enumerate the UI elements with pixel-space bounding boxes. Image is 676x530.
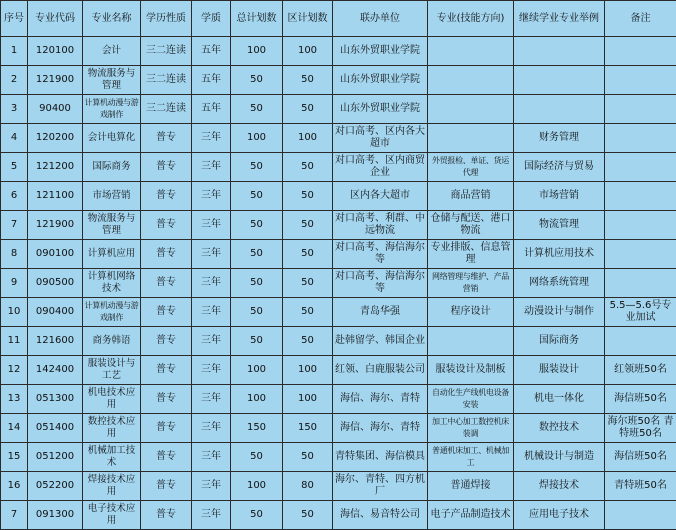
- table-header: [1, 1, 676, 37]
- cell-major-name: 服装设计与工艺: [83, 356, 141, 385]
- cell-education-type: 普专: [141, 385, 192, 414]
- cell-skill-direction: 普通焊接: [428, 472, 514, 501]
- cell-further-study-example: 应用电子技术: [514, 501, 605, 530]
- cell-district-plan: 50: [283, 240, 333, 269]
- cell-serial-no: 1: [1, 37, 28, 66]
- cell-district-plan: 50: [283, 182, 333, 211]
- header-remarks: 备注: [605, 1, 676, 37]
- cell-serial-no: 10: [1, 298, 28, 327]
- cell-further-study-example: 物流管理: [514, 211, 605, 240]
- cell-total-plan: 50: [231, 327, 283, 356]
- cell-further-study-example: [514, 95, 605, 124]
- cell-remarks: [605, 153, 676, 182]
- cell-partner-unit: 区内各大超市: [333, 182, 428, 211]
- table-row: [1, 66, 676, 95]
- cell-education-type: 普专: [141, 443, 192, 472]
- cell-further-study-example: 网络系统管理: [514, 269, 605, 298]
- cell-education-type: 普专: [141, 356, 192, 385]
- cell-total-plan: 50: [231, 182, 283, 211]
- cell-total-plan: 50: [231, 298, 283, 327]
- cell-major-code: 090400: [28, 298, 83, 327]
- cell-partner-unit: 山东外贸职业学院: [333, 66, 428, 95]
- cell-major-name: 会计: [83, 37, 141, 66]
- cell-district-plan: 100: [283, 37, 333, 66]
- table-row: [1, 298, 676, 327]
- cell-skill-direction: 服装设计及制板: [428, 356, 514, 385]
- cell-partner-unit: 对口高考、利群、中远物流: [333, 211, 428, 240]
- cell-skill-direction: 加工中心加工数控机床装调: [428, 414, 514, 443]
- cell-duration: 三年: [192, 472, 231, 501]
- table-row: [1, 443, 676, 472]
- cell-education-type: 普专: [141, 211, 192, 240]
- cell-serial-no: 2: [1, 66, 28, 95]
- table-row: [1, 385, 676, 414]
- cell-district-plan: 50: [283, 95, 333, 124]
- cell-duration: 三年: [192, 327, 231, 356]
- cell-partner-unit: 海信、海尔、青特: [333, 414, 428, 443]
- cell-further-study-example: 市场营销: [514, 182, 605, 211]
- header-row: [1, 1, 676, 37]
- cell-remarks: 5.5—5.6号专业加试: [605, 298, 676, 327]
- cell-major-code: 051400: [28, 414, 83, 443]
- cell-serial-no: 16: [1, 472, 28, 501]
- cell-district-plan: 50: [283, 443, 333, 472]
- cell-education-type: 普专: [141, 240, 192, 269]
- cell-duration: 三年: [192, 269, 231, 298]
- cell-duration: 三年: [192, 153, 231, 182]
- cell-major-name: 机电技术应用: [83, 385, 141, 414]
- cell-serial-no: 8: [1, 240, 28, 269]
- cell-major-code: 142400: [28, 356, 83, 385]
- cell-major-code: 052200: [28, 472, 83, 501]
- cell-remarks: [605, 211, 676, 240]
- cell-further-study-example: 机械设计与制造: [514, 443, 605, 472]
- table-row: [1, 269, 676, 298]
- cell-serial-no: 5: [1, 153, 28, 182]
- cell-further-study-example: 焊接技术: [514, 472, 605, 501]
- cell-further-study-example: 财务管理: [514, 124, 605, 153]
- cell-education-type: 普专: [141, 414, 192, 443]
- header-total-plan: 总计划数: [231, 1, 283, 37]
- table-row: [1, 472, 676, 501]
- cell-major-name: 电子技术应用: [83, 501, 141, 530]
- cell-education-type: 普专: [141, 182, 192, 211]
- cell-partner-unit: 对口高考、海信海尔等: [333, 269, 428, 298]
- cell-duration: 三年: [192, 501, 231, 530]
- header-duration: 学质: [192, 1, 231, 37]
- header-further-study-example: 继续学业专业举例: [514, 1, 605, 37]
- cell-skill-direction: [428, 95, 514, 124]
- cell-serial-no: 15: [1, 443, 28, 472]
- cell-remarks: [605, 240, 676, 269]
- header-skill-direction: 专业(技能方向): [428, 1, 514, 37]
- table-body: [1, 37, 676, 530]
- table-row: [1, 414, 676, 443]
- cell-total-plan: 50: [231, 95, 283, 124]
- cell-serial-no: 3: [1, 95, 28, 124]
- cell-remarks: 海尔班50名 青特班50名: [605, 414, 676, 443]
- cell-major-name: 国际商务: [83, 153, 141, 182]
- cell-education-type: 普专: [141, 124, 192, 153]
- cell-education-type: 普专: [141, 298, 192, 327]
- cell-total-plan: 50: [231, 211, 283, 240]
- cell-duration: 三年: [192, 443, 231, 472]
- cell-serial-no: 4: [1, 124, 28, 153]
- cell-major-code: 090100: [28, 240, 83, 269]
- cell-major-code: 051300: [28, 385, 83, 414]
- cell-total-plan: 100: [231, 385, 283, 414]
- header-major-code: 专业代码: [28, 1, 83, 37]
- cell-total-plan: 50: [231, 269, 283, 298]
- cell-further-study-example: [514, 37, 605, 66]
- cell-further-study-example: 机电一体化: [514, 385, 605, 414]
- table-row: [1, 153, 676, 182]
- cell-duration: 三年: [192, 240, 231, 269]
- cell-duration: 三年: [192, 414, 231, 443]
- cell-major-name: 会计电算化: [83, 124, 141, 153]
- cell-education-type: 普专: [141, 153, 192, 182]
- cell-partner-unit: 青岛华强: [333, 298, 428, 327]
- cell-partner-unit: 海信、海尔、青特: [333, 385, 428, 414]
- cell-duration: 三年: [192, 298, 231, 327]
- cell-district-plan: 80: [283, 472, 333, 501]
- cell-education-type: 普专: [141, 269, 192, 298]
- table-row: [1, 182, 676, 211]
- cell-remarks: [605, 66, 676, 95]
- cell-skill-direction: 外贸报检、单证、货运代理: [428, 153, 514, 182]
- cell-remarks: 青特班50名: [605, 472, 676, 501]
- cell-total-plan: 50: [231, 443, 283, 472]
- cell-major-code: 120100: [28, 37, 83, 66]
- cell-major-name: 物流服务与管理: [83, 66, 141, 95]
- cell-major-code: 091300: [28, 501, 83, 530]
- cell-further-study-example: 国际经济与贸易: [514, 153, 605, 182]
- cell-education-type: 普专: [141, 327, 192, 356]
- cell-major-code: 90400: [28, 95, 83, 124]
- cell-skill-direction: [428, 124, 514, 153]
- cell-major-name: 市场营销: [83, 182, 141, 211]
- cell-further-study-example: [514, 66, 605, 95]
- cell-total-plan: 100: [231, 124, 283, 153]
- cell-skill-direction: 仓储与配送、港口物流: [428, 211, 514, 240]
- cell-major-code: 090500: [28, 269, 83, 298]
- cell-total-plan: 50: [231, 153, 283, 182]
- table-row: [1, 240, 676, 269]
- cell-partner-unit: 青特集团、海信模具: [333, 443, 428, 472]
- cell-duration: 五年: [192, 37, 231, 66]
- table-row: [1, 327, 676, 356]
- cell-further-study-example: 计算机应用技术: [514, 240, 605, 269]
- cell-district-plan: 50: [283, 211, 333, 240]
- table-row: [1, 211, 676, 240]
- cell-major-name: 计算机动漫与游戏制作: [83, 95, 141, 124]
- cell-serial-no: 11: [1, 327, 28, 356]
- cell-education-type: 普专: [141, 501, 192, 530]
- cell-remarks: [605, 182, 676, 211]
- cell-skill-direction: [428, 66, 514, 95]
- cell-total-plan: 100: [231, 472, 283, 501]
- cell-further-study-example: 数控技术: [514, 414, 605, 443]
- cell-serial-no: 12: [1, 356, 28, 385]
- cell-skill-direction: 自动化生产线机电设备安装: [428, 385, 514, 414]
- header-district-plan: 区计划数: [283, 1, 333, 37]
- cell-major-code: 121900: [28, 66, 83, 95]
- cell-remarks: [605, 37, 676, 66]
- cell-partner-unit: 对口高考、区内各大超市: [333, 124, 428, 153]
- cell-district-plan: 100: [283, 385, 333, 414]
- table-row: [1, 37, 676, 66]
- cell-remarks: 海信班50名: [605, 385, 676, 414]
- cell-skill-direction: 网络管理与维护、产品营销: [428, 269, 514, 298]
- cell-major-code: 121200: [28, 153, 83, 182]
- cell-remarks: [605, 327, 676, 356]
- cell-district-plan: 50: [283, 298, 333, 327]
- cell-major-name: 数控技术应用: [83, 414, 141, 443]
- cell-duration: 五年: [192, 95, 231, 124]
- cell-serial-no: 13: [1, 385, 28, 414]
- cell-duration: 三年: [192, 124, 231, 153]
- cell-remarks: 海信班50名: [605, 443, 676, 472]
- cell-duration: 三年: [192, 211, 231, 240]
- cell-partner-unit: 赴韩留学、韩国企业: [333, 327, 428, 356]
- cell-major-name: 计算机应用: [83, 240, 141, 269]
- cell-education-type: 三二连读: [141, 37, 192, 66]
- cell-major-name: 物流服务与管理: [83, 211, 141, 240]
- cell-duration: 三年: [192, 356, 231, 385]
- cell-district-plan: 50: [283, 153, 333, 182]
- cell-duration: 三年: [192, 385, 231, 414]
- cell-total-plan: 50: [231, 240, 283, 269]
- cell-major-code: 051200: [28, 443, 83, 472]
- cell-district-plan: 50: [283, 327, 333, 356]
- cell-major-code: 121600: [28, 327, 83, 356]
- cell-district-plan: 50: [283, 269, 333, 298]
- cell-partner-unit: 海尔、青特、四方机厂: [333, 472, 428, 501]
- cell-district-plan: 50: [283, 501, 333, 530]
- cell-duration: 三年: [192, 182, 231, 211]
- cell-skill-direction: [428, 327, 514, 356]
- cell-total-plan: 100: [231, 37, 283, 66]
- cell-serial-no: 14: [1, 414, 28, 443]
- cell-district-plan: 100: [283, 124, 333, 153]
- cell-partner-unit: 红领、白鹿服装公司: [333, 356, 428, 385]
- cell-serial-no: 7: [1, 501, 28, 530]
- cell-skill-direction: 电子产品制造技术: [428, 501, 514, 530]
- cell-total-plan: 50: [231, 501, 283, 530]
- cell-skill-direction: [428, 37, 514, 66]
- header-serial-no: 序号: [1, 1, 28, 37]
- cell-major-code: 121100: [28, 182, 83, 211]
- cell-skill-direction: 商品营销: [428, 182, 514, 211]
- cell-partner-unit: 对口高考、区内商贸企业: [333, 153, 428, 182]
- cell-skill-direction: 普通机床加工、机械加工: [428, 443, 514, 472]
- cell-major-code: 120200: [28, 124, 83, 153]
- table-row: [1, 95, 676, 124]
- cell-major-name: 焊接技术应用: [83, 472, 141, 501]
- cell-serial-no: 6: [1, 182, 28, 211]
- cell-total-plan: 150: [231, 414, 283, 443]
- cell-further-study-example: 国际商务: [514, 327, 605, 356]
- header-education-type: 学历性质: [141, 1, 192, 37]
- cell-major-name: 商务韩语: [83, 327, 141, 356]
- cell-partner-unit: 海信、易音特公司: [333, 501, 428, 530]
- cell-serial-no: 7: [1, 211, 28, 240]
- cell-skill-direction: 专业排版、信息管理: [428, 240, 514, 269]
- cell-district-plan: 50: [283, 66, 333, 95]
- cell-major-code: 121900: [28, 211, 83, 240]
- cell-district-plan: 100: [283, 356, 333, 385]
- cell-education-type: 三二连读: [141, 66, 192, 95]
- cell-partner-unit: 山东外贸职业学院: [333, 95, 428, 124]
- cell-education-type: 普专: [141, 472, 192, 501]
- cell-education-type: 三二连读: [141, 95, 192, 124]
- cell-further-study-example: 服装设计: [514, 356, 605, 385]
- cell-major-name: 计算机网络技术: [83, 269, 141, 298]
- cell-remarks: [605, 95, 676, 124]
- cell-remarks: [605, 269, 676, 298]
- cell-skill-direction: 程序设计: [428, 298, 514, 327]
- cell-partner-unit: 对口高考、海信海尔等: [333, 240, 428, 269]
- cell-further-study-example: 动漫设计与制作: [514, 298, 605, 327]
- cell-total-plan: 50: [231, 66, 283, 95]
- table-row: [1, 501, 676, 530]
- table-row: [1, 356, 676, 385]
- cell-remarks: [605, 124, 676, 153]
- cell-total-plan: 100: [231, 356, 283, 385]
- cell-serial-no: 9: [1, 269, 28, 298]
- cell-major-name: 机械加工技术: [83, 443, 141, 472]
- header-partner-unit: 联办单位: [333, 1, 428, 37]
- cell-major-name: 计算机动漫与游戏制作: [83, 298, 141, 327]
- cell-remarks: [605, 501, 676, 530]
- header-major-name: 专业名称: [83, 1, 141, 37]
- cell-duration: 五年: [192, 66, 231, 95]
- table-row: [1, 124, 676, 153]
- cell-remarks: 红领班50名: [605, 356, 676, 385]
- cell-district-plan: 150: [283, 414, 333, 443]
- cell-partner-unit: 山东外贸职业学院: [333, 37, 428, 66]
